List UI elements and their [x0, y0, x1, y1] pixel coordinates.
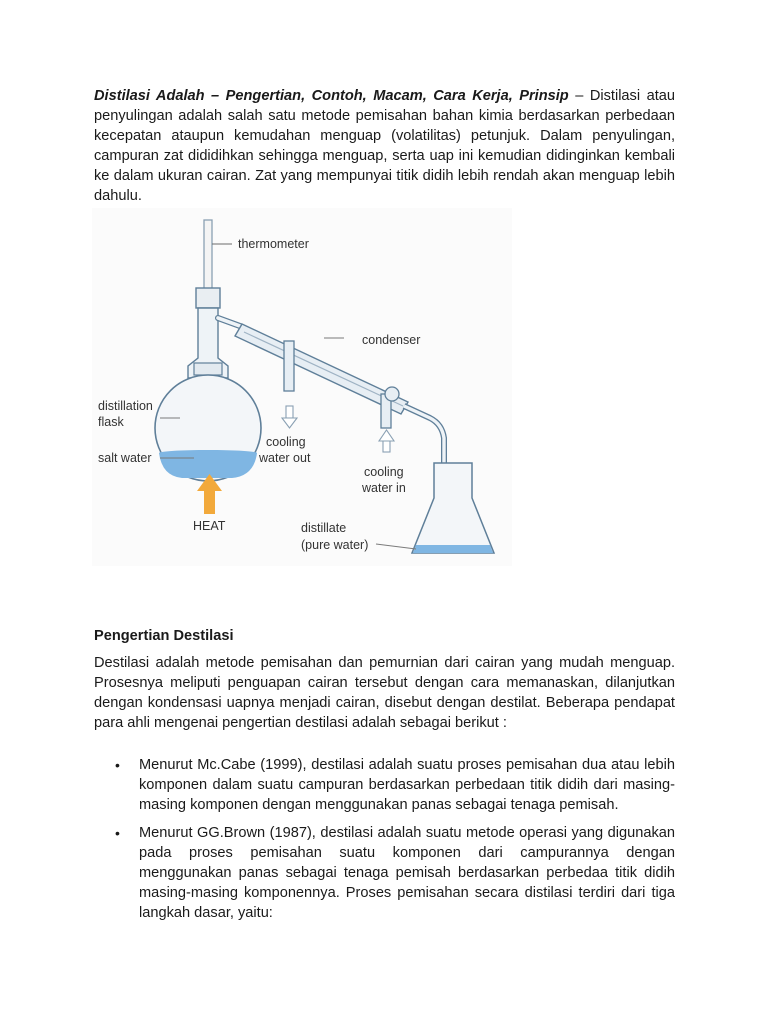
list-item — [94, 823, 675, 923]
bullet-marker-icon: • — [115, 757, 120, 773]
list-item — [94, 755, 675, 815]
distillate-fill — [413, 545, 493, 553]
intro-title: Distilasi Adalah – Pengertian, Contoh, Macam, Cara Kerja, Prinsip — [94, 88, 569, 104]
label-distillate-line1: distillate — [301, 521, 347, 535]
label-distillation-flask-line1: distillation — [98, 399, 153, 413]
label-condenser: condenser — [362, 333, 421, 347]
label-distillate-line2: (pure water) — [301, 538, 369, 552]
label-cooling-water-in-line1: cooling — [364, 465, 404, 479]
distillation-diagram — [92, 208, 512, 566]
label-distillation-flask-line2: flask — [98, 415, 124, 429]
label-cooling-water-out-line2: water out — [259, 451, 311, 465]
list-item-text: Menurut GG.Brown (1987), destilasi adalah suatu metode operasi yang digunakan pada proses pemisahan suatu komponen dari campurannya dengan menggunakan panas sebagai tenaga pemisah berdasarkan perbedaa titik didih masing-masing komponennya. Proses pemisahan secara distilasi terdiri dari tiga langkah dasar, yaitu: — [139, 825, 675, 921]
section-paragraph: Destilasi adalah metode pemisahan dan pemurnian dari cairan yang mudah menguap. Prosesnya meliputi penguapan cairan tersebut dengan cara memanaskan, dilanjutkan dengan kondensasi uapnya menjadi cairan, disebut dengan destilat. Beberapa pendapat para ahli mengenai pengertian destilasi adalah sebagai berikut : — [94, 655, 675, 731]
salt-water-fill — [159, 453, 257, 478]
label-cooling-water-out-line1: cooling — [266, 435, 306, 449]
label-cooling-water-in-line2: water in — [362, 481, 406, 495]
list-item-text: Menurut Mc.Cabe (1999), destilasi adalah suatu proses pemisahan dua atau lebih komponen dalam suatu campuran berdasarkan perbedaan titik didih dari masing-masing komponen dengan menggunakan panas sebagai tenaga pemisah. — [139, 757, 675, 813]
section-heading: Pengertian Destilasi — [94, 628, 234, 644]
intro-body: – Distilasi atau penyulingan adalah salah satu metode pemisahan bahan kimia berdasarkan perbedaan kecepatan ataupun kemudahan menguap (volatilitas) petunjuk. Dalam penyulingan, campuran zat dididihkan sehingga menguap, serta uap ini kemudian didinginkan kembali ke dalam ukuran cairan. Zat yang mempunyai titik didih lebih rendah akan menguap lebih dahulu. — [94, 88, 675, 204]
label-heat: HEAT — [193, 519, 226, 533]
intro-paragraph — [94, 86, 675, 206]
expert-definitions-list — [94, 755, 675, 931]
label-thermometer: thermometer — [238, 237, 309, 251]
distillation-apparatus-illustration — [92, 208, 512, 566]
label-salt-water: salt water — [98, 451, 152, 465]
bullet-marker-icon: • — [115, 825, 120, 841]
